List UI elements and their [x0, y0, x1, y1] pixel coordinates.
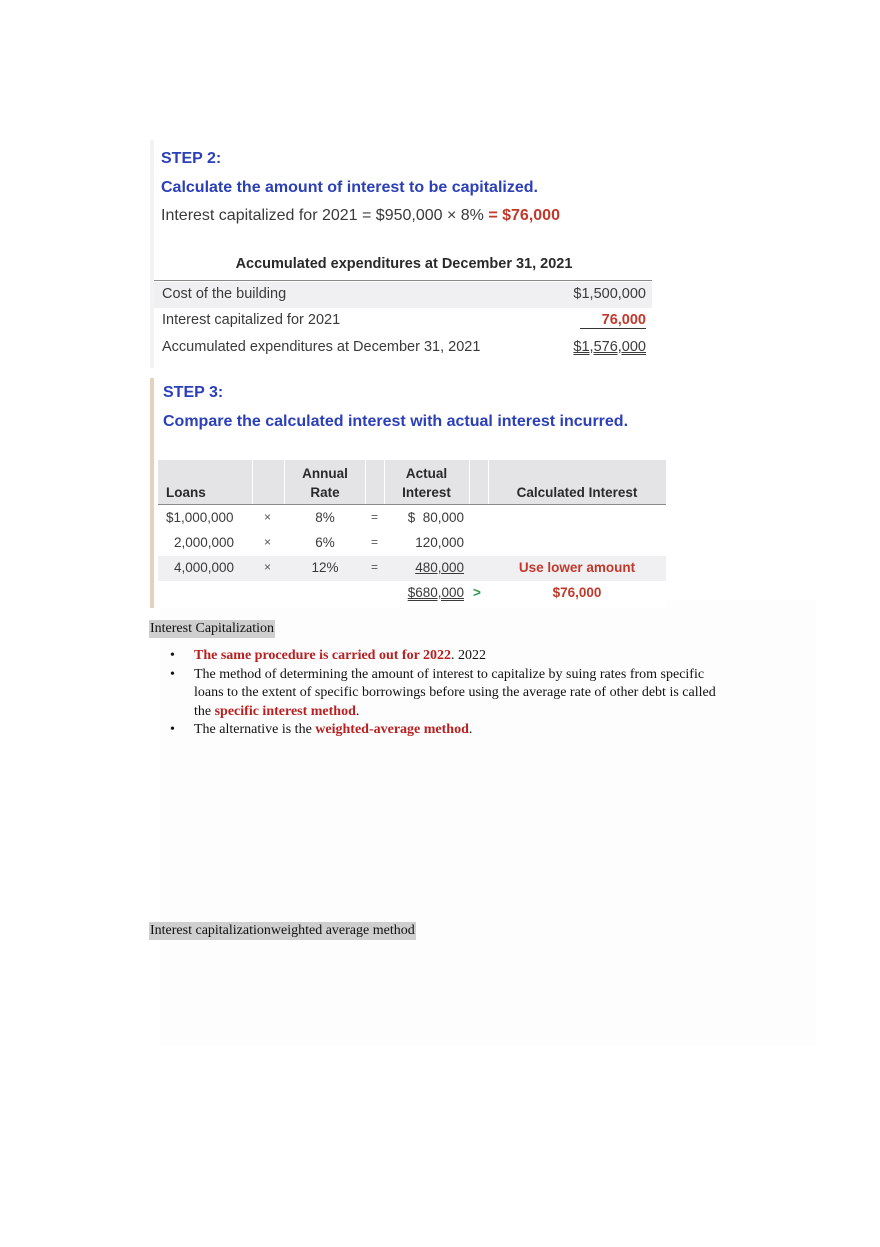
step3-image	[150, 378, 666, 608]
table-row	[158, 506, 666, 531]
total-calculated-interest: $76,000	[552, 585, 602, 600]
rate: 6%	[315, 535, 335, 550]
formula-result: = $76,000	[488, 207, 560, 224]
times-sign: ×	[264, 510, 272, 524]
row-label: Accumulated expenditures at December 31, 2021	[162, 339, 481, 355]
total-row	[158, 581, 666, 606]
loan-amount: $1,000,000	[166, 510, 234, 525]
table-row	[154, 335, 652, 361]
highlight-text: specific interest method	[214, 703, 356, 719]
formula-text: Interest capitalized for 2021 = $950,000 × 8%	[161, 207, 489, 224]
times-sign: ×	[264, 560, 272, 574]
step3-title: STEP 3:	[163, 384, 224, 401]
header-calculated-interest: Calculated Interest	[516, 485, 638, 500]
actual-interest: 480,000	[415, 560, 464, 575]
row-amount: $1,576,000	[573, 339, 646, 355]
accumulated-table-title: Accumulated expenditures at December 31, 2021	[235, 256, 573, 272]
list-item	[170, 721, 730, 740]
row-label: Cost of the building	[162, 286, 287, 302]
list-item	[170, 647, 730, 666]
item-text: .	[355, 703, 360, 719]
total-actual-interest: $680,000	[407, 585, 464, 600]
rate: 12%	[311, 560, 339, 575]
table-row	[154, 308, 652, 334]
header-actual-interest: Actual Interest	[402, 466, 451, 500]
header-annual-rate: Annual Rate	[302, 466, 348, 500]
highlight-text: The same procedure is carried out for 2022	[194, 648, 452, 663]
greater-than-sign: >	[473, 585, 481, 600]
calculated-interest: Use lower amount	[518, 560, 636, 575]
header-loans: Loans	[166, 485, 206, 500]
bullet-list	[170, 647, 730, 740]
table-header	[158, 460, 666, 505]
loan-amount: 2,000,000	[174, 535, 235, 550]
actual-interest: $ 80,000	[407, 510, 464, 525]
row-amount: $1,500,000	[573, 286, 646, 302]
item-text: The alternative is the	[194, 722, 316, 737]
row-label: Interest capitalized for 2021	[162, 312, 341, 328]
item-text: The method of determining the amount of interest to capitalize by suing rates from specific loans to the extent of specific borrowings before using the average rate of other debt is called the	[194, 666, 716, 719]
table-row	[154, 282, 652, 308]
equals-sign: =	[370, 510, 378, 524]
equals-sign: =	[370, 560, 378, 574]
actual-interest: 120,000	[415, 535, 464, 550]
item-text: . 2022	[451, 648, 487, 663]
row-amount: 76,000	[580, 312, 646, 329]
rate: 8%	[315, 510, 335, 525]
step2-image	[150, 140, 654, 368]
step2-heading: Calculate the amount of interest to be capitalized.	[161, 179, 538, 196]
table-rule	[154, 280, 652, 281]
step3-heading: Compare the calculated interest with actual interest incurred.	[163, 413, 629, 430]
highlight-text: weighted-average method	[315, 722, 469, 737]
table-row	[158, 531, 666, 556]
bullet-icon: •	[170, 722, 175, 737]
list-item	[170, 666, 730, 722]
bullet-icon: •	[170, 648, 175, 663]
equals-sign: =	[370, 535, 378, 549]
caption-interest-capitalization: Interest Capitalization	[150, 621, 275, 636]
step2-title: STEP 2:	[161, 150, 222, 167]
item-text: .	[468, 722, 473, 737]
bullet-icon: •	[170, 666, 175, 682]
caption-weighted-average: Interest capitalizationweighted average method	[150, 923, 415, 938]
loan-amount: 4,000,000	[174, 560, 235, 575]
table-row	[158, 556, 666, 581]
times-sign: ×	[264, 535, 272, 549]
step2-formula	[161, 207, 560, 225]
